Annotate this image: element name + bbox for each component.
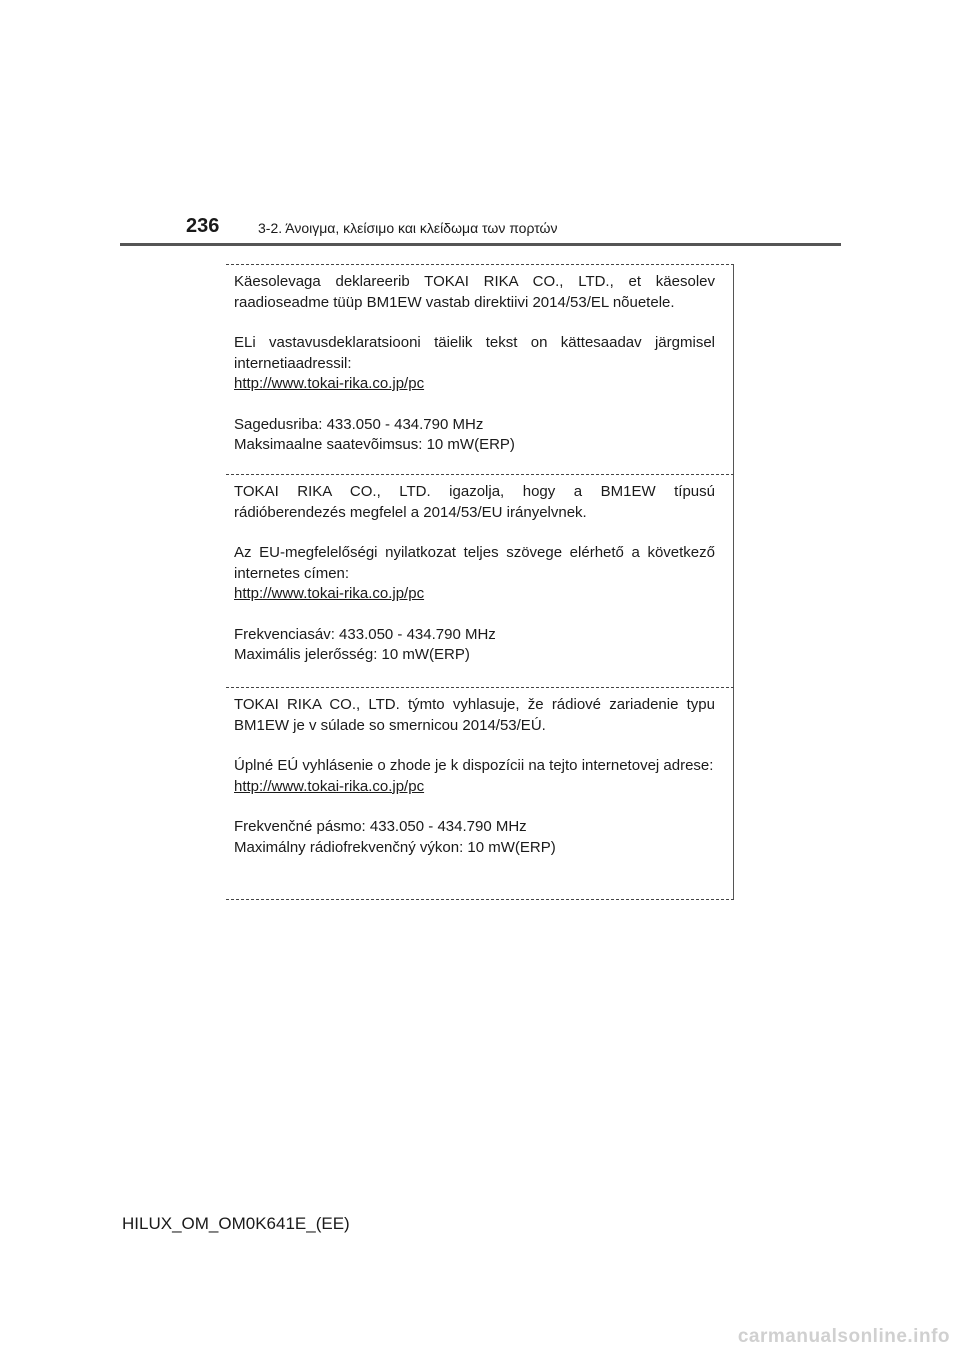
declaration-box-hungarian — [226, 474, 734, 687]
declaration-url-link[interactable]: http://www.tokai-rika.co.jp/pc — [234, 777, 425, 795]
declaration-doc-text: Úplné EÚ vyhlásenie o zhode je k dispozícii na tejto internetovej adrese: — [234, 757, 714, 774]
max-power: Maximálny rádiofrekvenčný výkon: 10 mW(ERP) — [234, 838, 556, 856]
max-power: Maksimaalne saatevõimsus: 10 mW(ERP) — [234, 436, 515, 453]
declaration-statement: TOKAI RIKA CO., LTD. igazolja, hogy a BM1EW típusú rádióberendezés megfelel a 2014/53/EU irányelvnek. — [234, 483, 715, 521]
declaration-statement: TOKAI RIKA CO., LTD. týmto vyhlasuje, že rádiové zariadenie typu BM1EW je v súlade so smernicou 2014/53/EÚ. — [234, 696, 715, 734]
document-id: HILUX_OM_OM0K641E_(EE) — [122, 1214, 350, 1233]
site-watermark: carmanualsonline.info — [737, 1326, 950, 1347]
declaration-box-slovak — [226, 687, 734, 900]
frequency-band: Frekvenčné pásmo: 433.050 - 434.790 MHz — [234, 818, 527, 835]
declaration-url-link[interactable]: http://www.tokai-rika.co.jp/pc — [234, 585, 425, 602]
declaration-box-estonian — [226, 264, 734, 474]
header-rule — [120, 243, 841, 246]
max-power: Maximális jelerősség: 10 mW(ERP) — [234, 646, 470, 663]
frequency-band: Sagedusriba: 433.050 - 434.790 MHz — [234, 415, 484, 433]
section-title: 3-2. Άνοιγμα, κλείσιμο και κλείδωμα των πορτών — [258, 220, 558, 236]
page-number: 236 — [186, 215, 220, 237]
declaration-doc-text: ELi vastavusdeklaratsiooni täielik tekst on kättesaadav järgmisel internetiaadressil: — [234, 334, 715, 372]
declaration-doc-text: Az EU-megfelelőségi nyilatkozat teljes szövege elérhető a következő internetes címen: — [234, 544, 715, 582]
frequency-band: Frekvenciasáv: 433.050 - 434.790 MHz — [234, 625, 496, 643]
declaration-url-link[interactable]: http://www.tokai-rika.co.jp/pc — [234, 375, 425, 392]
declarations-container — [226, 264, 734, 900]
declaration-statement: Käesolevaga deklareerib TOKAI RIKA CO., LTD., et käesolev raadioseadme tüüp BM1EW vastab direktiivi 2014/53/EL nõuetele. — [234, 273, 715, 311]
